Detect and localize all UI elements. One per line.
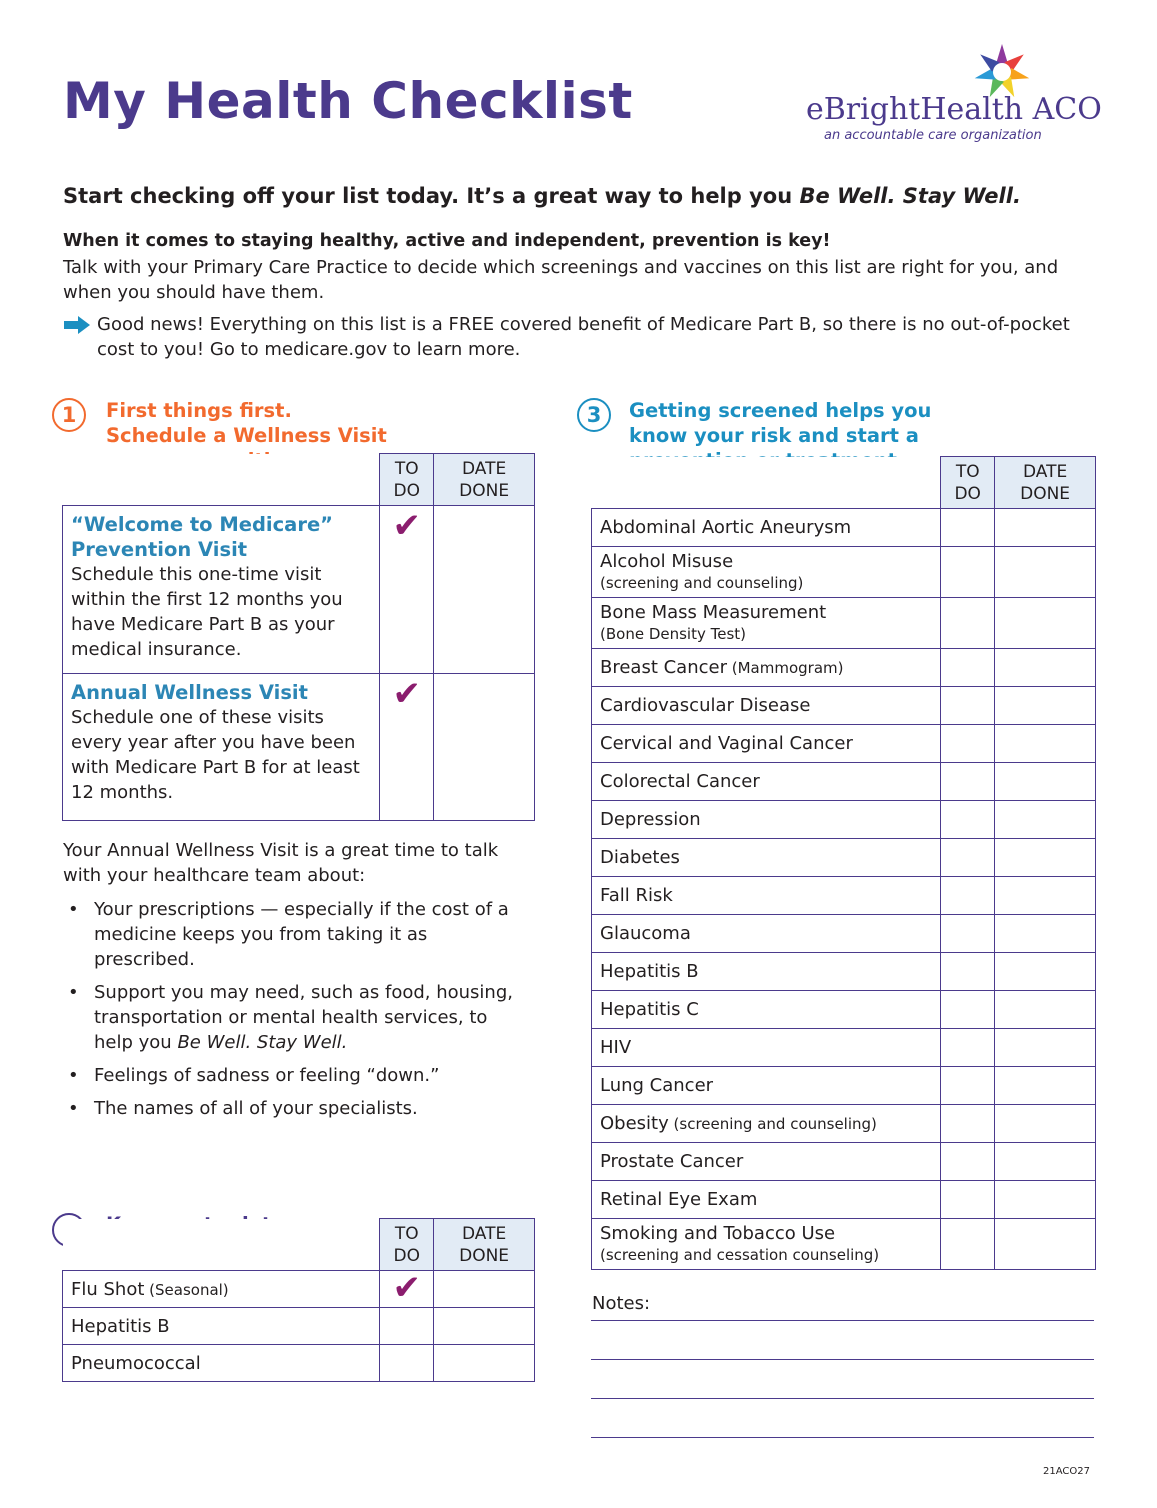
table-row [592, 1029, 1096, 1067]
date-done-field[interactable] [995, 687, 1096, 725]
table-row [592, 953, 1096, 991]
vaccine-label: Pneumococcal [63, 1345, 380, 1382]
screening-label: Prostate Cancer [592, 1143, 941, 1181]
todo-checkbox[interactable] [941, 725, 995, 763]
todo-checkbox[interactable] [941, 1219, 995, 1270]
section-3-number: 3 [577, 398, 611, 432]
date-done-field[interactable] [995, 1067, 1096, 1105]
table-row [592, 1219, 1096, 1270]
date-done-field[interactable] [995, 1029, 1096, 1067]
todo-checkbox[interactable] [941, 649, 995, 687]
screening-label: Depression [592, 801, 941, 839]
list-item: • The names of all of your specialists. [63, 1096, 523, 1121]
table-row [592, 1143, 1096, 1181]
table-row [63, 1345, 535, 1382]
todo-checkbox[interactable] [941, 763, 995, 801]
list-item: • Your prescriptions — especially if the cost of a medicine keeps you from taking it as prescribed. [63, 897, 523, 972]
date-done-field[interactable] [995, 509, 1096, 547]
table-row [592, 649, 1096, 687]
date-done-field[interactable] [995, 649, 1096, 687]
date-done-field[interactable] [995, 877, 1096, 915]
date-done-field[interactable] [995, 1143, 1096, 1181]
date-done-field[interactable] [995, 953, 1096, 991]
topics-list [63, 897, 523, 1129]
todo-checkbox[interactable] [941, 1105, 995, 1143]
col-to-do: TO DO [380, 1219, 434, 1271]
table-row [592, 763, 1096, 801]
todo-checkbox[interactable] [941, 1029, 995, 1067]
date-done-field[interactable] [434, 506, 535, 674]
table-row [63, 506, 535, 674]
vaccines-table [62, 1218, 535, 1382]
table-row [592, 991, 1096, 1029]
annual-visit-cell: Annual Wellness Visit Schedule one of these visits every year after you have been with Medicare Part B for at least 12 months. [63, 674, 380, 821]
col-to-do: TO DO [941, 457, 995, 509]
notes-line[interactable] [591, 1359, 1094, 1360]
good-news-text: Good news! Everything on this list is a FREE covered benefit of Medicare Part B, so there is no out-of-pocket cost to you! Go to medicare.gov to learn more. [97, 314, 1070, 360]
todo-checkbox[interactable] [941, 915, 995, 953]
brand-tagline: an accountable care organization [824, 128, 1042, 143]
list-item: • Support you may need, such as food, housing, transportation or mental health services, to help you Be Well. Stay Well. [63, 980, 523, 1055]
screening-label: Abdominal Aortic Aneurysm [592, 509, 941, 547]
table-row [592, 509, 1096, 547]
col-to-do: TO DO [380, 454, 434, 506]
table-row [63, 674, 535, 821]
wellness-visit-table [62, 453, 535, 821]
checkmark-icon: ✔ [392, 506, 421, 546]
screening-label: Breast Cancer (Mammogram) [592, 649, 941, 687]
screening-label: Cardiovascular Disease [592, 687, 941, 725]
table-row [592, 1067, 1096, 1105]
screening-label: Alcohol Misuse (screening and counseling) [592, 547, 941, 598]
table-row [592, 725, 1096, 763]
table-row [592, 839, 1096, 877]
date-done-field[interactable] [995, 547, 1096, 598]
notes-line[interactable] [591, 1398, 1094, 1399]
intro-key-line: When it comes to staying healthy, active and independent, prevention is key! [63, 231, 831, 251]
vaccine-label: Flu Shot (Seasonal) [63, 1271, 380, 1308]
todo-checkbox[interactable] [380, 1308, 434, 1345]
todo-checkbox[interactable] [380, 674, 434, 821]
todo-checkbox[interactable] [941, 1181, 995, 1219]
section-1-number: 1 [52, 398, 86, 432]
todo-checkbox[interactable] [941, 598, 995, 649]
intro-talk: Talk with your Primary Care Practice to decide which screenings and vaccines on this list are right for you, and when you should have them. [63, 257, 1059, 303]
intro-subhead: Start checking off your list today. It’s a great way to help you Be Well. Stay Well. [63, 184, 1021, 208]
table-row [63, 1308, 535, 1345]
table-row [592, 915, 1096, 953]
date-done-field[interactable] [434, 1308, 535, 1345]
todo-checkbox[interactable] [941, 1067, 995, 1105]
list-item: • Feelings of sadness or feeling “down.” [63, 1063, 523, 1088]
screening-label: Obesity (screening and counseling) [592, 1105, 941, 1143]
screening-label: HIV [592, 1029, 941, 1067]
brand-name: eBrightHealth ACO [806, 92, 1102, 127]
todo-checkbox[interactable] [380, 506, 434, 674]
todo-checkbox[interactable] [941, 839, 995, 877]
table-row [592, 1181, 1096, 1219]
notes-line[interactable] [591, 1320, 1094, 1321]
todo-checkbox[interactable] [941, 687, 995, 725]
welcome-visit-cell: “Welcome to Medicare” Prevention Visit Schedule this one-time visit within the first 12 months you have Medicare Part B as your medical insurance. [63, 506, 380, 674]
screening-label: Retinal Eye Exam [592, 1181, 941, 1219]
table-row [592, 687, 1096, 725]
screening-label: Hepatitis C [592, 991, 941, 1029]
vaccine-label: Hepatitis B [63, 1308, 380, 1345]
section-3-title: Getting screened helps you know your risk and start a [629, 399, 932, 447]
table-row [592, 801, 1096, 839]
screening-label: Hepatitis B [592, 953, 941, 991]
checkmark-icon: ✔ [392, 674, 421, 714]
table-row [63, 1271, 535, 1308]
col-date-done: DATE DONE [995, 457, 1096, 509]
todo-checkbox[interactable] [941, 953, 995, 991]
screening-label: Cervical and Vaginal Cancer [592, 725, 941, 763]
form-code: 21ACO27 [1043, 1466, 1090, 1477]
annual-visit-intro: Your Annual Wellness Visit is a great time to talk with your healthcare team about: [63, 840, 499, 886]
todo-checkbox[interactable] [941, 509, 995, 547]
date-done-field[interactable] [995, 725, 1096, 763]
screening-label: Colorectal Cancer [592, 763, 941, 801]
notes-label: Notes: [592, 1293, 651, 1314]
col-date-done: DATE DONE [434, 1219, 535, 1271]
table-row [592, 598, 1096, 649]
todo-checkbox[interactable] [380, 1345, 434, 1382]
notes-line[interactable] [591, 1437, 1094, 1438]
date-done-field[interactable] [995, 598, 1096, 649]
col-date-done: DATE DONE [434, 454, 535, 506]
screening-label: Glaucoma [592, 915, 941, 953]
date-done-field[interactable] [995, 839, 1096, 877]
todo-checkbox[interactable] [941, 801, 995, 839]
date-done-field[interactable] [995, 763, 1096, 801]
screening-label: Lung Cancer [592, 1067, 941, 1105]
page-title: My Health Checklist [63, 72, 633, 130]
arrow-right-icon [64, 316, 90, 334]
date-done-field[interactable] [434, 674, 535, 821]
table-row [592, 877, 1096, 915]
todo-checkbox[interactable] [941, 991, 995, 1029]
todo-checkbox[interactable] [941, 547, 995, 598]
screening-label: Diabetes [592, 839, 941, 877]
date-done-field[interactable] [995, 915, 1096, 953]
screening-label: Smoking and Tobacco Use (screening and cessation counseling) [592, 1219, 941, 1270]
date-done-field[interactable] [995, 1219, 1096, 1270]
todo-checkbox[interactable] [941, 1143, 995, 1181]
date-done-field[interactable] [995, 1105, 1096, 1143]
todo-checkbox[interactable] [380, 1268, 434, 1308]
date-done-field[interactable] [995, 991, 1096, 1029]
screening-label: Fall Risk [592, 877, 941, 915]
table-row [592, 547, 1096, 598]
date-done-field[interactable] [995, 1181, 1096, 1219]
checkmark-icon: ✔ [392, 1268, 421, 1308]
screenings-table [591, 456, 1096, 1270]
date-done-field[interactable] [995, 801, 1096, 839]
table-row [592, 1105, 1096, 1143]
todo-checkbox[interactable] [941, 877, 995, 915]
screening-label: Bone Mass Measurement (Bone Density Test) [592, 598, 941, 649]
date-done-field[interactable] [434, 1345, 535, 1382]
section-1-title: First things first. Schedule a Wellness Visit [106, 399, 387, 447]
date-done-field[interactable] [434, 1271, 535, 1308]
